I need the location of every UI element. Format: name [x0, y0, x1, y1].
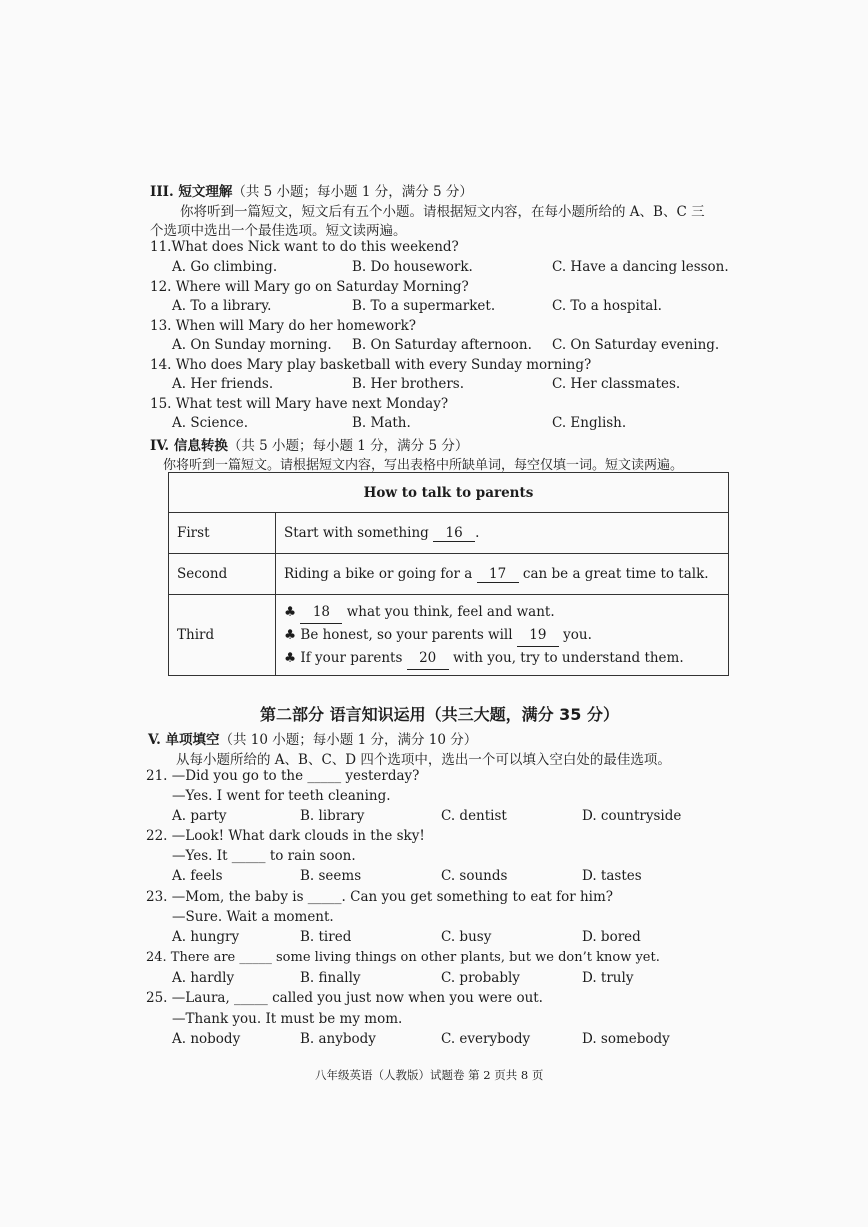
section-4-title: IV. 信息转换 — [150, 438, 228, 454]
table-row-third — [169, 595, 729, 676]
third-line-1-text: what you think, feel and want. — [342, 603, 555, 620]
blank-20[interactable]: 20 — [407, 647, 449, 670]
section-5-meta: （共 10 小题；每小题 1 分，满分 10 分） — [219, 732, 478, 748]
q13-option-a: A. On Sunday morning. — [172, 337, 332, 353]
third-line-2 — [284, 624, 720, 647]
q22-option-d: D. tastes — [582, 868, 642, 884]
row-content-first — [276, 513, 729, 554]
q14-option-b: B. Her brothers. — [352, 376, 465, 392]
section-3-heading — [150, 180, 473, 200]
third-line-3-post: with you, try to understand them. — [448, 649, 684, 666]
section-5-instruction: 从每小题所给的 A、B、C、D 四个选项中，选出一个可以填入空白处的最佳选项。 — [176, 752, 671, 768]
q23-option-a: A. hungry — [172, 929, 240, 945]
third-line-2-post: you. — [558, 626, 592, 643]
q22-option-a: A. feels — [172, 868, 223, 884]
q23-option-b: B. tired — [300, 929, 352, 945]
question-22: 22. —Look! What dark clouds in the sky! — [146, 828, 425, 844]
blank-17[interactable]: 17 — [477, 566, 519, 583]
q25-option-d: D. somebody — [582, 1031, 670, 1047]
q21-option-d: D. countryside — [582, 808, 682, 824]
q14-option-a: A. Her friends. — [172, 376, 274, 392]
table-row-second — [169, 554, 729, 595]
question-14: 14. Who does Mary play basketball with every Sunday morning? — [150, 357, 592, 373]
q12-option-c: C. To a hospital. — [552, 298, 662, 314]
q21-option-b: B. library — [300, 808, 365, 824]
q21-option-a: A. party — [172, 808, 227, 824]
table-row-first — [169, 513, 729, 554]
third-line-3 — [284, 647, 720, 670]
q24-option-c: C. probably — [441, 970, 520, 986]
question-22-reply: —Yes. It _____ to rain soon. — [172, 848, 356, 864]
q14-option-c: C. Her classmates. — [552, 376, 681, 392]
second-text-pre: Riding a bike or going for a — [284, 565, 477, 582]
q24-option-d: D. truly — [582, 970, 634, 986]
club-bullet-icon: ♣ — [284, 603, 297, 620]
question-25-reply: —Thank you. It must be my mom. — [172, 1011, 403, 1027]
question-23: 23. —Mom, the baby is _____. Can you get something to eat for him? — [146, 889, 613, 905]
third-line-3-pre: If your parents — [296, 649, 407, 666]
section-3-instruction-1: 你将听到一篇短文，短文后有五个小题。请根据短文内容，在每小题所给的 A、B、C 三 — [180, 204, 705, 220]
blank-16[interactable]: 16 — [433, 525, 475, 542]
q24-option-a: A. hardly — [172, 970, 235, 986]
third-line-1 — [284, 601, 720, 624]
q12-option-a: A. To a library. — [172, 298, 272, 314]
question-12: 12. Where will Mary go on Saturday Morning? — [150, 279, 469, 295]
first-text-post: . — [475, 524, 480, 541]
table-header: How to talk to parents — [169, 473, 729, 513]
row-content-second — [276, 554, 729, 595]
club-bullet-icon: ♣ — [284, 649, 297, 666]
q15-option-a: A. Science. — [172, 415, 248, 431]
section-3-instruction-2: 个选项中选出一个最佳选项。短文读两遍。 — [150, 223, 407, 239]
row-label-first: First — [169, 513, 276, 554]
q24-option-b: B. finally — [300, 970, 361, 986]
information-table — [168, 472, 729, 676]
row-content-third — [276, 595, 729, 676]
section-5-title: V. 单项填空 — [148, 732, 220, 748]
question-21: 21. —Did you go to the _____ yesterday? — [146, 768, 420, 784]
second-text-post: can be a great time to talk. — [518, 565, 709, 582]
question-25: 25. —Laura, _____ called you just now when you were out. — [146, 990, 543, 1006]
question-21-reply: —Yes. I went for teeth cleaning. — [172, 788, 391, 804]
section-3-title: III. 短文理解 — [150, 184, 233, 200]
blank-18[interactable]: 18 — [300, 601, 342, 624]
section-3-meta: （共 5 小题；每小题 1 分，满分 5 分） — [232, 184, 473, 200]
section-4-heading — [150, 434, 468, 454]
first-text-pre: Start with something — [284, 524, 434, 541]
row-label-second: Second — [169, 554, 276, 595]
q21-option-c: C. dentist — [441, 808, 507, 824]
q11-option-b: B. Do housework. — [352, 259, 473, 275]
question-24: 24. There are _____ some living things on other plants, but we don’t know yet. — [146, 950, 660, 965]
section-5-heading — [148, 728, 477, 748]
third-line-2-pre: Be honest, so your parents will — [296, 626, 517, 643]
q23-option-d: D. bored — [582, 929, 641, 945]
question-15: 15. What test will Mary have next Monday? — [150, 396, 449, 412]
q25-option-c: C. everybody — [441, 1031, 531, 1047]
q11-option-c: C. Have a dancing lesson. — [552, 259, 729, 275]
section-4-instruction: 你将听到一篇短文。请根据短文内容，写出表格中所缺单词，每空仅填一词。短文读两遍。 — [163, 458, 684, 473]
q25-option-a: A. nobody — [172, 1031, 241, 1047]
q15-option-b: B. Math. — [352, 415, 411, 431]
part-2-title: 第二部分 语言知识运用（共三大题，满分 35 分） — [260, 705, 619, 724]
question-13: 13. When will Mary do her homework? — [150, 318, 417, 334]
q11-option-a: A. Go climbing. — [172, 259, 278, 275]
club-bullet-icon: ♣ — [284, 626, 297, 643]
q23-option-c: C. busy — [441, 929, 492, 945]
q22-option-b: B. seems — [300, 868, 362, 884]
q22-option-c: C. sounds — [441, 868, 508, 884]
q12-option-b: B. To a supermarket. — [352, 298, 496, 314]
q13-option-c: C. On Saturday evening. — [552, 337, 720, 353]
q15-option-c: C. English. — [552, 415, 627, 431]
row-label-third: Third — [169, 595, 276, 676]
question-23-reply: —Sure. Wait a moment. — [172, 909, 334, 925]
blank-19[interactable]: 19 — [517, 624, 559, 647]
q13-option-b: B. On Saturday afternoon. — [352, 337, 532, 353]
section-4-meta: （共 5 小题；每小题 1 分，满分 5 分） — [227, 438, 469, 454]
page-footer: 八年级英语（人教版）试题卷 第 2 页共 8 页 — [315, 1068, 544, 1082]
question-11: 11.What does Nick want to do this weekend? — [150, 239, 459, 255]
q25-option-b: B. anybody — [300, 1031, 376, 1047]
